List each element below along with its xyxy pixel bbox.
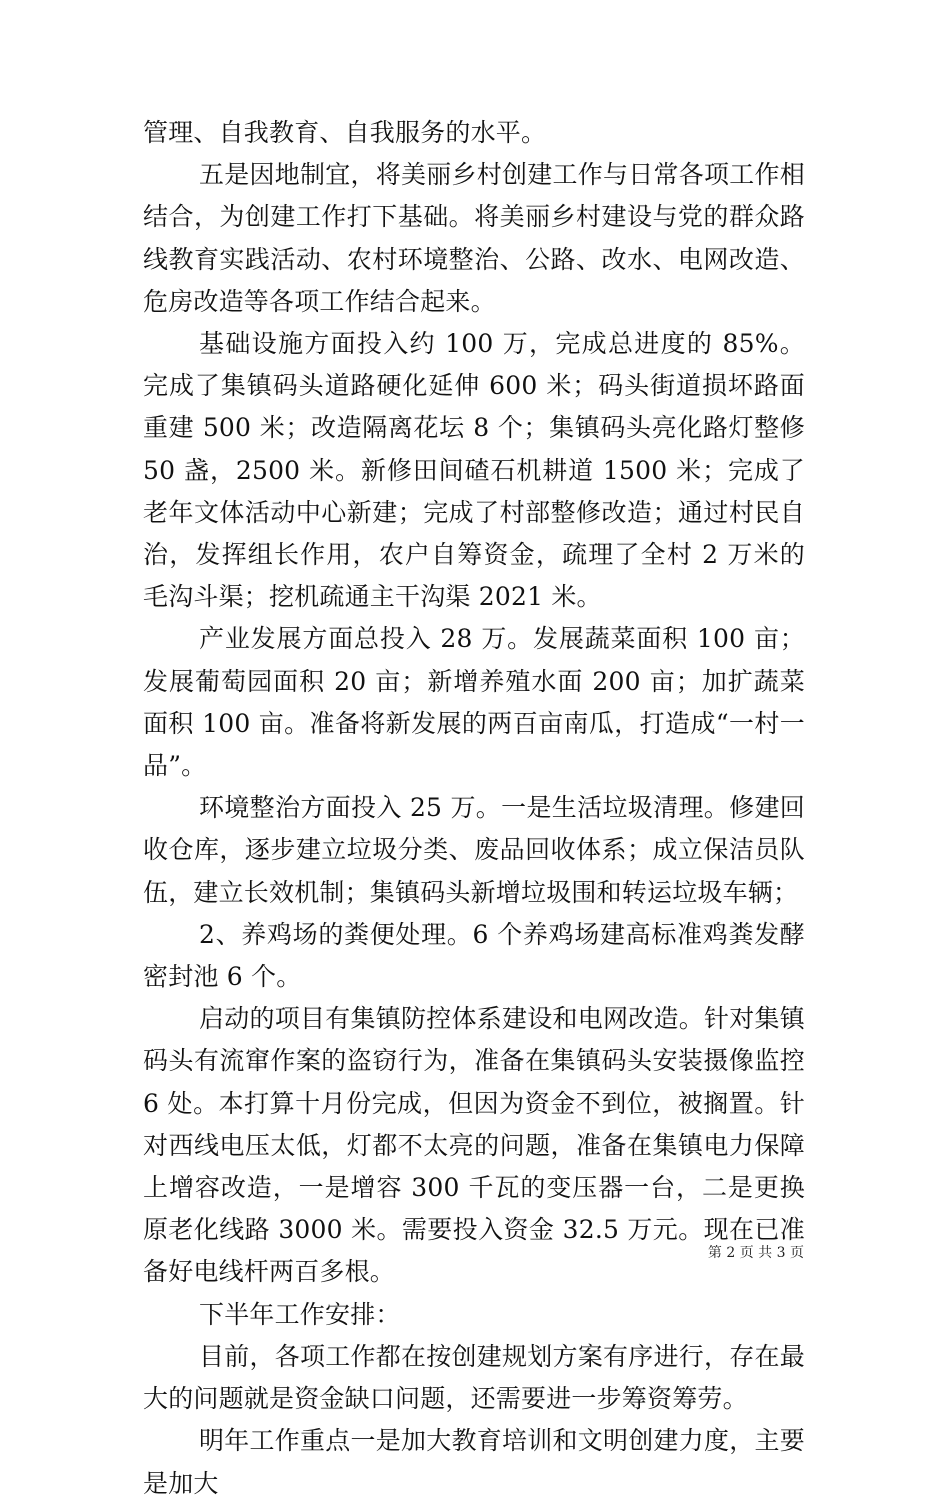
paragraph-3: 基础设施方面投入约 100 万，完成总进度的 85%。完成了集镇码头道路硬化延伸 600 米；码头街道损坏路面重建 500 米；改造隔离花坛 8 个；集镇码头亮化路灯整修 50 盏，2500 米。新修田间碴石机耕道 1500 米；完成了老年文体活动中心新建；完成了村部整修改造；通过村民自治，发挥组长作用，农户自筹资金，疏理了全村 2 万米的毛沟斗渠；挖机疏通主干沟渠 2021 米。 — [143, 329, 805, 612]
paragraph-6: 2、养鸡场的粪便处理。6 个养鸡场建高标准鸡粪发酵密封池 6 个。 — [143, 919, 805, 992]
paragraph-9: 目前，各项工作都在按创建规划方案有序进行，存在最大的问题就是资金缺口问题，还需要进一步筹资筹劳。 — [143, 1341, 805, 1414]
paragraph-7: 启动的项目有集镇防控体系建设和电网改造。针对集镇码头有流窜作案的盗窃行为，准备在集镇码头安装摄像监控 6 处。本打算十月份完成，但因为资金不到位，被搁置。针对西线电压太低，灯都不太亮的问题，准备在集镇电力保障上增容改造，一是增容 300 千瓦的变压器一台，二是更换原老化线路 3000 米。需要投入资金 32.5 万元。现在已准备好电线杆两百多根。 — [143, 1004, 805, 1287]
page-number-footer: 第 2 页 共 3 页 — [707, 1245, 804, 1261]
paragraph-10: 明年工作重点一是加大教育培训和文明创建力度，主要是加大 — [143, 1426, 805, 1498]
paragraph-5: 环境整治方面投入 25 万。一是生活垃圾清理。修建回收仓库，逐步建立垃圾分类、废品回收体系；成立保洁员队伍，建立长效机制；集镇码头新增垃圾围和转运垃圾车辆； — [143, 793, 805, 907]
paragraph-2: 五是因地制宜，将美丽乡村创建工作与日常各项工作相结合，为创建工作打下基础。将美丽乡村建设与党的群众路线教育实践活动、农村环境整治、公路、改水、电网改造、危房改造等各项工作结合起来。 — [143, 160, 805, 316]
paragraph-1: 管理、自我教育、自我服务的水平。 — [143, 118, 547, 147]
paragraph-4: 产业发展方面总投入 28 万。发展蔬菜面积 100 亩；发展葡萄园面积 20 亩；新增养殖水面 200 亩；加扩蔬菜面积 100 亩。准备将新发展的两百亩南瓜，打造成“一村一品”。 — [143, 624, 805, 781]
paragraph-8: 下半年工作安排： — [199, 1299, 401, 1329]
document-body — [143, 112, 805, 1505]
